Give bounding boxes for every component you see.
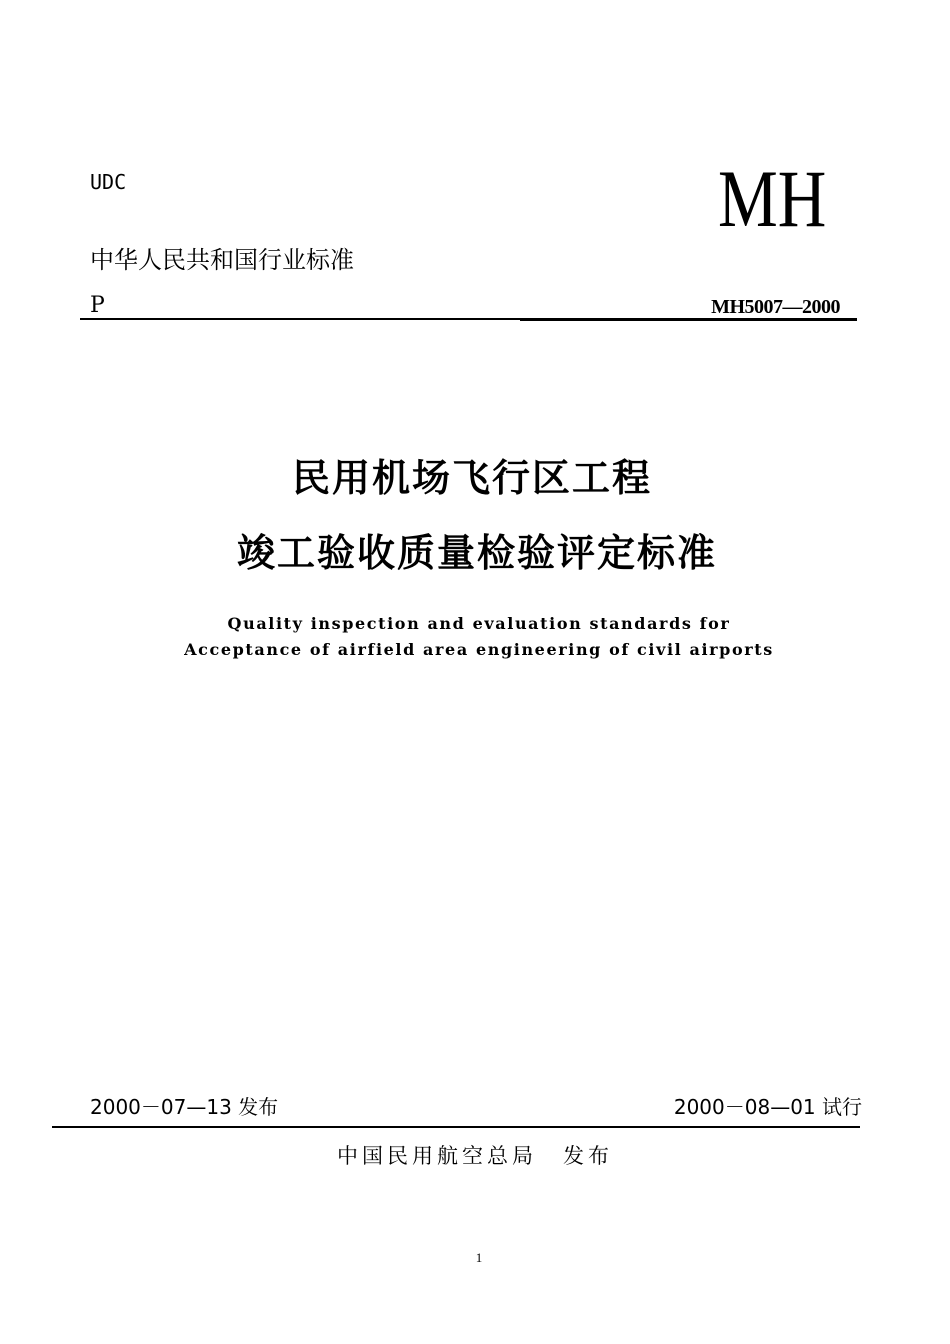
industry-standard-label: 中华人民共和国行业标准 xyxy=(90,246,354,274)
document-title-line1: 民用机场飞行区工程 xyxy=(291,456,652,500)
trial-date: 2000－08—01 试行 xyxy=(673,1095,862,1119)
header-divider-thick xyxy=(520,318,857,321)
page-number: 1 xyxy=(475,1250,483,1265)
footer-divider xyxy=(52,1126,860,1128)
english-title-line1: Quality inspection and evaluation standards for xyxy=(227,614,731,633)
publisher-name: 中国民用航空总局 xyxy=(337,1144,537,1168)
publisher-line xyxy=(0,1140,950,1170)
issue-date: 2000－07—13 发布 xyxy=(90,1095,279,1119)
document-title-line2: 竣工验收质量检验评定标准 xyxy=(236,531,717,575)
english-title-line2: Acceptance of airfield area engineering of civil airports xyxy=(184,640,774,659)
mh-standard-mark: MH xyxy=(718,153,827,244)
standard-number: MH5007—2000 xyxy=(711,296,840,318)
category-code: P xyxy=(90,293,105,318)
udc-label: UDC xyxy=(90,170,127,194)
publish-action: 发布 xyxy=(563,1144,613,1168)
